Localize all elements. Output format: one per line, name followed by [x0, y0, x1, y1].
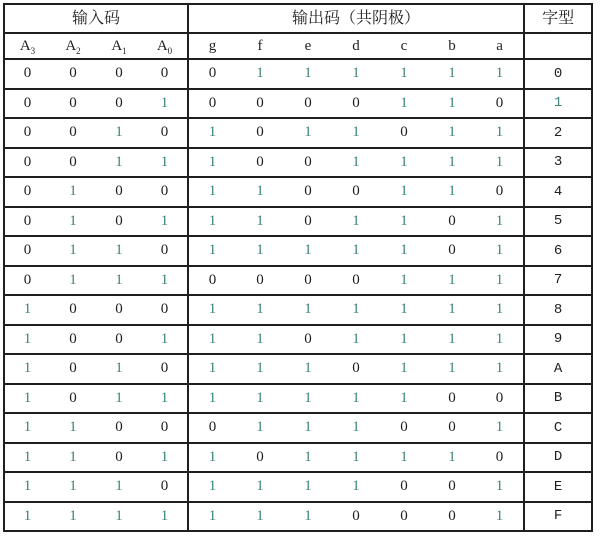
output-bit: 0 [332, 354, 380, 384]
output-bit: 1 [188, 207, 236, 237]
output-bit: 1 [236, 472, 284, 502]
glyph-cell: B [524, 384, 592, 414]
input-bit: 1 [4, 325, 50, 355]
output-bit: 1 [380, 443, 428, 473]
input-bit: 0 [96, 207, 142, 237]
input-bit: 0 [142, 236, 188, 266]
output-bit: 1 [236, 384, 284, 414]
output-bit: 1 [188, 325, 236, 355]
input-bit: 0 [142, 472, 188, 502]
output-bit: 1 [380, 89, 428, 119]
output-bit: 1 [428, 177, 476, 207]
output-bit: 0 [284, 266, 332, 296]
output-bit: 0 [332, 89, 380, 119]
input-bit: 1 [96, 354, 142, 384]
output-bit: 0 [284, 207, 332, 237]
input-bit: 1 [96, 266, 142, 296]
input-bit: 1 [4, 443, 50, 473]
output-bit: 1 [284, 236, 332, 266]
output-bit: 0 [332, 177, 380, 207]
output-bit: 0 [284, 89, 332, 119]
output-bit: 1 [188, 236, 236, 266]
output-bit: 0 [188, 266, 236, 296]
glyph-cell: 7 [524, 266, 592, 296]
output-bit: 1 [284, 59, 332, 89]
table-row [4, 148, 592, 178]
output-bit: 1 [476, 118, 524, 148]
output-bit: 0 [332, 502, 380, 532]
input-bit: 0 [4, 89, 50, 119]
glyph-header: 字型 [524, 4, 592, 33]
input-bit: 0 [4, 207, 50, 237]
table-subheader-row [4, 33, 592, 59]
output-bit: 1 [476, 207, 524, 237]
input-bit: 0 [96, 295, 142, 325]
input-bit: 0 [4, 236, 50, 266]
output-bit: 1 [428, 89, 476, 119]
output-bit: 0 [380, 413, 428, 443]
output-col-label-c: c [380, 33, 428, 59]
table-header-row [4, 4, 592, 33]
output-bit: 1 [380, 148, 428, 178]
output-bit: 1 [332, 295, 380, 325]
output-bit: 0 [476, 384, 524, 414]
output-bit: 1 [284, 502, 332, 532]
input-bit: 1 [50, 502, 96, 532]
glyph-cell: D [524, 443, 592, 473]
output-bit: 1 [476, 236, 524, 266]
output-bit: 1 [332, 384, 380, 414]
table-row [4, 384, 592, 414]
input-bit: 0 [50, 59, 96, 89]
table-row [4, 354, 592, 384]
input-col-label-a1: $A_1$ [96, 33, 142, 59]
input-col-label-a0: $A_0$ [142, 33, 188, 59]
output-bit: 1 [284, 354, 332, 384]
output-bit: 0 [236, 89, 284, 119]
input-bit: 1 [142, 502, 188, 532]
glyph-cell: 3 [524, 148, 592, 178]
input-bit: 0 [96, 177, 142, 207]
output-bit: 1 [332, 325, 380, 355]
output-bit: 0 [188, 59, 236, 89]
output-bit: 0 [236, 148, 284, 178]
output-bit: 1 [284, 443, 332, 473]
input-bit: 1 [96, 118, 142, 148]
output-col-label-a: a [476, 33, 524, 59]
output-bit: 1 [188, 295, 236, 325]
output-bit: 0 [476, 443, 524, 473]
input-bit: 1 [96, 472, 142, 502]
output-bit: 1 [476, 354, 524, 384]
input-bit: 1 [50, 177, 96, 207]
input-bit: 1 [4, 354, 50, 384]
output-bit: 0 [236, 443, 284, 473]
glyph-cell: A [524, 354, 592, 384]
input-bit: 0 [50, 148, 96, 178]
output-bit: 1 [188, 118, 236, 148]
input-bit: 0 [50, 118, 96, 148]
glyph-cell: 2 [524, 118, 592, 148]
output-bit: 0 [380, 118, 428, 148]
input-col-label-a2: $A_2$ [50, 33, 96, 59]
output-bit: 1 [380, 295, 428, 325]
input-bit: 1 [142, 207, 188, 237]
input-bit: 1 [4, 295, 50, 325]
output-bit: 1 [380, 266, 428, 296]
output-col-label-d: d [332, 33, 380, 59]
table-row [4, 118, 592, 148]
input-group-header: 输入码 [4, 4, 188, 33]
input-bit: 1 [142, 384, 188, 414]
output-bit: 1 [236, 295, 284, 325]
glyph-cell: E [524, 472, 592, 502]
input-bit: 1 [50, 472, 96, 502]
output-bit: 0 [476, 177, 524, 207]
output-bit: 1 [188, 177, 236, 207]
output-bit: 1 [380, 325, 428, 355]
seven-segment-truth-table [3, 3, 593, 532]
output-bit: 0 [428, 207, 476, 237]
input-bit: 1 [50, 266, 96, 296]
input-bit: 1 [142, 89, 188, 119]
output-bit: 1 [332, 443, 380, 473]
glyph-subheader-empty [524, 33, 592, 59]
output-bit: 1 [428, 118, 476, 148]
output-bit: 1 [476, 413, 524, 443]
output-bit: 1 [428, 266, 476, 296]
input-bit: 1 [4, 502, 50, 532]
glyph-cell: 9 [524, 325, 592, 355]
input-bit: 0 [142, 295, 188, 325]
output-bit: 1 [380, 354, 428, 384]
output-bit: 1 [428, 295, 476, 325]
output-bit: 1 [236, 207, 284, 237]
output-bit: 0 [284, 148, 332, 178]
output-bit: 0 [380, 472, 428, 502]
output-bit: 0 [188, 413, 236, 443]
output-bit: 1 [380, 384, 428, 414]
input-bit: 1 [96, 148, 142, 178]
table-row [4, 325, 592, 355]
output-bit: 1 [332, 148, 380, 178]
output-bit: 1 [188, 502, 236, 532]
glyph-cell: 1 [524, 89, 592, 119]
input-bit: 1 [142, 443, 188, 473]
output-bit: 1 [284, 413, 332, 443]
input-bit: 0 [96, 89, 142, 119]
table-row [4, 207, 592, 237]
input-bit: 0 [96, 443, 142, 473]
output-bit: 0 [188, 89, 236, 119]
output-bit: 1 [332, 413, 380, 443]
output-bit: 0 [476, 89, 524, 119]
input-bit: 0 [4, 118, 50, 148]
output-bit: 0 [428, 502, 476, 532]
output-bit: 1 [476, 59, 524, 89]
table-row [4, 413, 592, 443]
glyph-cell: 8 [524, 295, 592, 325]
table-row [4, 59, 592, 89]
output-bit: 1 [428, 443, 476, 473]
glyph-cell: 6 [524, 236, 592, 266]
input-bit: 0 [50, 384, 96, 414]
input-bit: 0 [142, 118, 188, 148]
output-bit: 1 [332, 236, 380, 266]
input-bit: 1 [96, 384, 142, 414]
output-bit: 0 [428, 472, 476, 502]
output-bit: 1 [476, 502, 524, 532]
input-bit: 0 [50, 295, 96, 325]
input-bit: 1 [142, 266, 188, 296]
table-row [4, 472, 592, 502]
input-bit: 0 [142, 413, 188, 443]
input-bit: 1 [4, 384, 50, 414]
output-bit: 1 [284, 118, 332, 148]
output-bit: 1 [380, 236, 428, 266]
input-bit: 0 [142, 59, 188, 89]
input-bit: 1 [50, 207, 96, 237]
output-bit: 0 [428, 236, 476, 266]
input-bit: 1 [142, 325, 188, 355]
output-bit: 0 [284, 325, 332, 355]
input-bit: 1 [4, 413, 50, 443]
table-row [4, 236, 592, 266]
table-body [4, 59, 592, 531]
input-bit: 0 [50, 89, 96, 119]
output-group-header: 输出码（共阴极） [188, 4, 524, 33]
input-bit: 1 [96, 236, 142, 266]
output-bit: 1 [332, 59, 380, 89]
output-bit: 1 [476, 266, 524, 296]
glyph-cell: 4 [524, 177, 592, 207]
input-bit: 1 [50, 236, 96, 266]
input-bit: 1 [96, 502, 142, 532]
output-bit: 1 [332, 118, 380, 148]
output-bit: 1 [428, 148, 476, 178]
table-row [4, 177, 592, 207]
glyph-cell: C [524, 413, 592, 443]
input-bit: 0 [4, 177, 50, 207]
output-bit: 1 [476, 472, 524, 502]
table-row [4, 443, 592, 473]
input-bit: 0 [50, 354, 96, 384]
input-bit: 0 [50, 325, 96, 355]
output-bit: 1 [476, 325, 524, 355]
output-bit: 1 [332, 472, 380, 502]
input-bit: 0 [142, 354, 188, 384]
output-bit: 1 [188, 472, 236, 502]
output-bit: 0 [236, 118, 284, 148]
input-bit: 0 [96, 413, 142, 443]
table-row [4, 266, 592, 296]
input-bit: 0 [96, 59, 142, 89]
glyph-cell: 0 [524, 59, 592, 89]
output-bit: 1 [188, 148, 236, 178]
output-bit: 1 [380, 207, 428, 237]
output-bit: 1 [476, 148, 524, 178]
output-bit: 1 [380, 59, 428, 89]
output-col-label-f: f [236, 33, 284, 59]
output-col-label-e: e [284, 33, 332, 59]
output-bit: 1 [284, 384, 332, 414]
input-bit: 0 [4, 59, 50, 89]
output-bit: 1 [428, 325, 476, 355]
input-bit: 0 [96, 325, 142, 355]
output-bit: 1 [236, 59, 284, 89]
input-bit: 0 [142, 177, 188, 207]
table-row [4, 89, 592, 119]
glyph-cell: 5 [524, 207, 592, 237]
input-bit: 1 [50, 413, 96, 443]
output-col-label-g: g [188, 33, 236, 59]
output-bit: 0 [428, 384, 476, 414]
output-bit: 0 [284, 177, 332, 207]
input-bit: 1 [142, 148, 188, 178]
output-bit: 1 [188, 384, 236, 414]
input-bit: 1 [50, 443, 96, 473]
output-col-label-b: b [428, 33, 476, 59]
output-bit: 0 [332, 266, 380, 296]
output-bit: 1 [236, 413, 284, 443]
output-bit: 1 [236, 177, 284, 207]
output-bit: 1 [284, 295, 332, 325]
input-bit: 0 [4, 148, 50, 178]
output-bit: 1 [428, 59, 476, 89]
output-bit: 1 [236, 325, 284, 355]
output-bit: 1 [236, 236, 284, 266]
table-row [4, 502, 592, 532]
output-bit: 0 [428, 413, 476, 443]
output-bit: 1 [236, 354, 284, 384]
input-bit: 1 [4, 472, 50, 502]
output-bit: 1 [236, 502, 284, 532]
input-col-label-a3: $A_3$ [4, 33, 50, 59]
output-bit: 1 [332, 207, 380, 237]
input-bit: 0 [4, 266, 50, 296]
output-bit: 1 [380, 177, 428, 207]
output-bit: 1 [428, 354, 476, 384]
table-row [4, 295, 592, 325]
output-bit: 1 [284, 472, 332, 502]
glyph-cell: F [524, 502, 592, 532]
output-bit: 0 [236, 266, 284, 296]
output-bit: 1 [476, 295, 524, 325]
output-bit: 1 [188, 443, 236, 473]
output-bit: 0 [380, 502, 428, 532]
output-bit: 1 [188, 354, 236, 384]
